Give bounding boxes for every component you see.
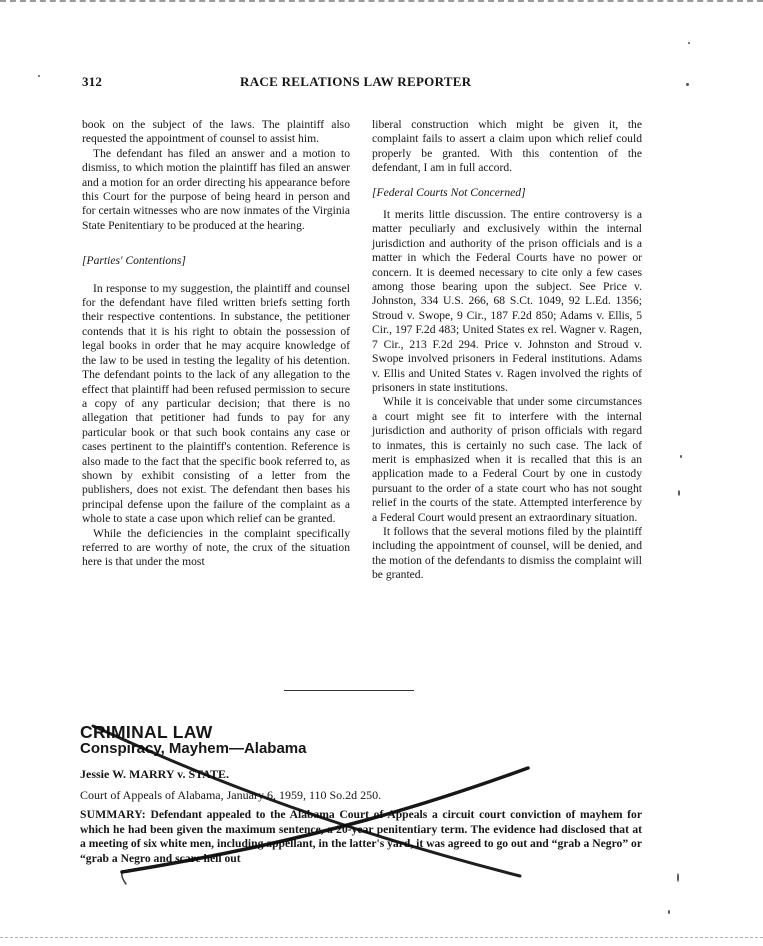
- section-heading: [Parties' Contentions]: [82, 254, 186, 268]
- section-title: CRIMINAL LAW: [80, 722, 213, 742]
- paragraph: The defendant has filed an answer and a motion to dismiss, to which motion the plaintiff has filed an answer and a motion for an order directing his appearance before this Court for the purpose of being heard in person and for certain witnesses who are now inmates of the Virginia State Penitentiary to be produced at the hearing.: [82, 146, 350, 232]
- section-subtitle: Conspiracy, Mayhem—Alabama: [80, 740, 307, 757]
- paragraph: While it is conceivable that under some circumstances a court might see fit to interfere with the internal jurisdiction and authority of prison officials with regard to inmates, this is certainly no such case. The lack of merit is emphasized when it is recalled that this is an application made to a Federal Court by one in custody pursuant to the order of a state court who has not sought relief in the courts of the state. Attempted interference by a Federal Court would present an extraordinary situation.: [372, 395, 642, 524]
- page-number: 312: [82, 74, 103, 89]
- scan-speck: [680, 455, 682, 458]
- paragraph: It merits little discussion. The entire controversy is a matter peculiarly and exclusively within the internal jurisdiction and authority of the prison officials and is a matter in which the Federal Courts have no power or concern. It is deemed necessary to cite only a few cases among those bearing upon the subject. See Price v. Johnston, 334 U.S. 266, 68 S.Ct. 1049, 92 L.Ed. 1356; Stroud v. Swope, 9 Cir., 187 F.2d 850; Adams v. Ellis, 5 Cir., 197 F.2d 483; United States ex rel. Wagner v. Ragen, 7 Cir., 213 F.2d 294. Price v. Johnston and Stroud v. Swope involved prisoners in Federal institutions. Adams v. Ellis and United States v. Ragen involved the rights of prisoners in state institutions.: [372, 208, 642, 394]
- paragraph: While the deficiencies in the complaint specifically referred to are worthy of note, the crux of the situation here is that under the most: [82, 526, 350, 569]
- summary-label: SUMMARY:: [80, 808, 146, 821]
- section-divider: [284, 690, 414, 691]
- paragraph: book on the subject of the laws. The plaintiff also requested the appointment of counsel to assist him.: [82, 118, 350, 146]
- scan-edge-bottom: [0, 937, 763, 940]
- paragraph: It follows that the several motions filed by the plaintiff including the appointment of counsel, will be denied, and the motion of the defendants to dismiss the complaint will be granted.: [372, 524, 642, 582]
- running-head: RACE RELATIONS LAW REPORTER: [240, 74, 472, 89]
- summary-text: Defendant appealed to the Alabama Court of Appeals a circuit court conviction of mayhem for which he had been given the maximum sentence, a 20-year penitentiary term. The evidence had disclosed that at a meeting of six white men, including appellant, in the latter's yard, it was agreed to go out and “grab a Negro” or “grab a Negro and scare hell out: [80, 808, 642, 865]
- paragraph: liberal construction which might be given it, the complaint fails to assert a claim upon which relief could properly be granted. With this contention of the defendant, I am in full accord.: [372, 118, 642, 175]
- scan-speck: [688, 42, 690, 44]
- scan-edge-top: [0, 0, 763, 4]
- case-name: Jessie W. MARRY v. STATE.: [80, 767, 230, 781]
- scan-speck: [38, 75, 40, 77]
- pen-tail-stroke: [122, 872, 126, 884]
- scan-speck: [668, 910, 670, 914]
- paragraph: In response to my suggestion, the plaintiff and counsel for the defendant have filed written briefs setting forth their respective contentions. In substance, the petitioner contends that it is his right to obtain the possession of legal books in order that he may acquire knowledge of the law to be used in testing the legality of his detention. The defendant points to the lack of any allegation to the effect that plaintiff had been refused permission to secure a copy of any particular decision; that there is no allegation that petitioner had funds to pay for any particular book or that such book contains any case or cases pertinent to the plaintiff's contention. Reference is also made to the fact that the specific book referred to, as shown by exhibit consisting of a letter from the publishers, does not exist. The defendant then bases his principal defense upon the failure of the complaint as a whole to state a case upon which relief can be granted.: [82, 281, 350, 526]
- section-heading: [Federal Courts Not Concerned]: [372, 185, 526, 199]
- case-summary: [80, 808, 642, 866]
- left-column: [82, 118, 350, 570]
- court-citation: Court of Appeals of Alabama, January 6, 1959, 110 So.2d 250.: [80, 788, 382, 802]
- scan-speck: [686, 83, 689, 86]
- scan-speck: [678, 490, 680, 496]
- right-column: [372, 118, 642, 583]
- scan-speck: [677, 873, 679, 882]
